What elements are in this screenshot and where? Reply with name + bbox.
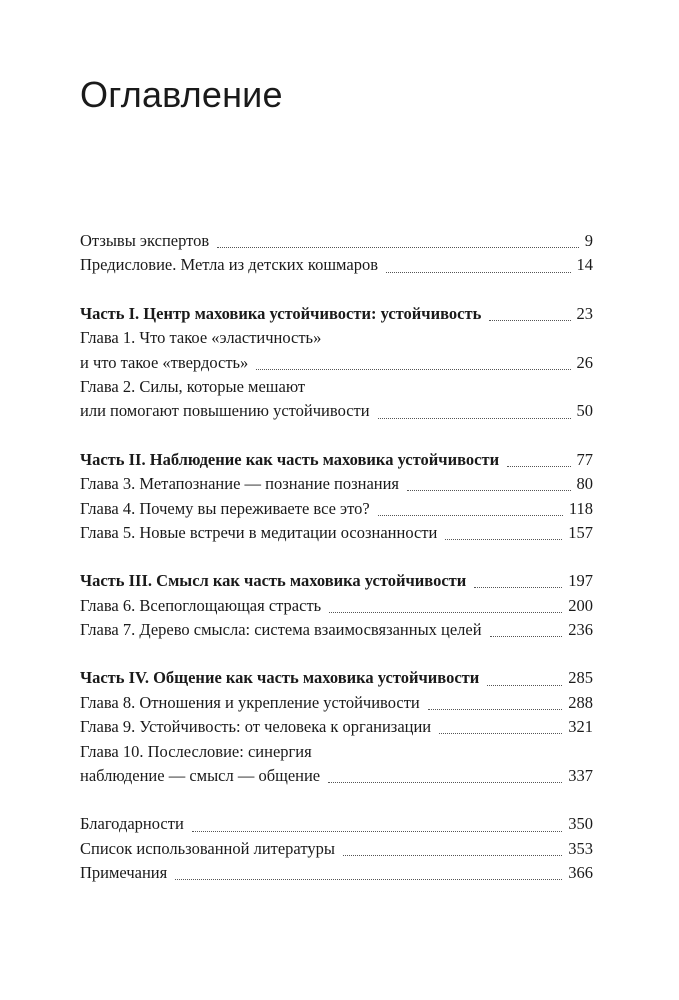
table-of-contents bbox=[80, 229, 593, 910]
front-entry-line[interactable] bbox=[80, 229, 593, 253]
front-matter-group bbox=[80, 229, 593, 278]
chapter-title: Глава 10. Послесловие: синергия bbox=[80, 741, 312, 761]
dot-leader bbox=[329, 611, 562, 613]
part-group bbox=[80, 666, 593, 788]
back-entry-line[interactable] bbox=[80, 861, 593, 885]
dot-leader bbox=[343, 854, 562, 856]
chapter-title: или помогают повышению устойчивости bbox=[80, 401, 370, 421]
page-number: 200 bbox=[568, 595, 593, 615]
page-number: 285 bbox=[568, 668, 593, 688]
dot-leader bbox=[439, 732, 562, 734]
front-entry-line[interactable] bbox=[80, 253, 593, 277]
chapter-title: Глава 9. Устойчивость: от человека к организации bbox=[80, 717, 432, 737]
dot-leader bbox=[428, 708, 562, 710]
part-line[interactable] bbox=[80, 666, 593, 690]
chapter-line[interactable] bbox=[80, 764, 593, 788]
dot-leader bbox=[328, 781, 562, 783]
chapter-line[interactable] bbox=[80, 399, 593, 423]
part-line[interactable] bbox=[80, 448, 593, 472]
chapter-title: и что такое «твердость» bbox=[80, 352, 249, 372]
chapter-line[interactable] bbox=[80, 715, 593, 739]
dot-leader bbox=[490, 635, 563, 637]
page-number: 23 bbox=[576, 303, 593, 323]
chapter-title: Глава 3. Метапознание — познание познания bbox=[80, 474, 400, 494]
page-number: 157 bbox=[568, 522, 593, 542]
back-entry-title: Примечания bbox=[80, 863, 168, 883]
dot-leader bbox=[378, 417, 571, 419]
page-number: 353 bbox=[568, 838, 593, 858]
dot-leader bbox=[407, 489, 570, 491]
page-number: 321 bbox=[568, 717, 593, 737]
dot-leader bbox=[386, 271, 571, 273]
part-group bbox=[80, 302, 593, 424]
chapter-line[interactable] bbox=[80, 691, 593, 715]
chapter-title: Глава 5. Новые встречи в медитации осознанности bbox=[80, 522, 438, 542]
chapter-line[interactable] bbox=[80, 618, 593, 642]
page-number: 77 bbox=[576, 449, 593, 469]
back-entry-title: Благодарности bbox=[80, 814, 184, 834]
dot-leader bbox=[474, 586, 562, 588]
chapter-title: Глава 2. Силы, которые мешают bbox=[80, 376, 306, 396]
part-group bbox=[80, 569, 593, 642]
chapter-line[interactable] bbox=[80, 375, 593, 399]
page-number: 50 bbox=[576, 401, 593, 421]
chapter-line[interactable] bbox=[80, 594, 593, 618]
page-number: 236 bbox=[568, 620, 593, 640]
chapter-title: наблюдение — смысл — общение bbox=[80, 766, 321, 786]
chapter-line[interactable] bbox=[80, 740, 593, 764]
part-title: Часть II. Наблюдение как часть маховика устойчивости bbox=[80, 449, 500, 469]
part-title: Часть III. Смысл как часть маховика устойчивости bbox=[80, 571, 467, 591]
page-number: 26 bbox=[576, 352, 593, 372]
front-entry-title: Предисловие. Метла из детских кошмаров bbox=[80, 255, 378, 275]
back-entry-line[interactable] bbox=[80, 812, 593, 836]
dot-leader bbox=[378, 514, 563, 516]
chapter-line[interactable] bbox=[80, 497, 593, 521]
chapter-line[interactable] bbox=[80, 521, 593, 545]
page-number: 288 bbox=[568, 692, 593, 712]
part-title: Часть I. Центр маховика устойчивости: устойчивость bbox=[80, 303, 482, 323]
front-entry-title: Отзывы экспертов bbox=[80, 231, 210, 250]
chapter-title: Глава 4. Почему вы переживаете все это? bbox=[80, 498, 370, 518]
part-line[interactable] bbox=[80, 302, 593, 326]
dot-leader bbox=[175, 878, 562, 880]
part-title: Часть IV. Общение как часть маховика устойчивости bbox=[80, 668, 480, 688]
dot-leader bbox=[487, 684, 562, 686]
dot-leader bbox=[256, 368, 570, 370]
dot-leader bbox=[489, 319, 570, 321]
page-number: 9 bbox=[584, 231, 593, 250]
part-group bbox=[80, 448, 593, 546]
page-number: 118 bbox=[568, 498, 593, 518]
back-matter-group bbox=[80, 812, 593, 885]
page-number: 197 bbox=[568, 571, 593, 591]
chapter-title: Глава 1. Что такое «эластичность» bbox=[80, 328, 322, 348]
dot-leader bbox=[445, 538, 562, 540]
part-line[interactable] bbox=[80, 569, 593, 593]
dot-leader bbox=[192, 830, 562, 832]
back-entry-line[interactable] bbox=[80, 837, 593, 861]
chapter-line[interactable] bbox=[80, 326, 593, 350]
page-number: 337 bbox=[568, 766, 593, 786]
dot-leader bbox=[217, 246, 579, 248]
dot-leader bbox=[507, 465, 570, 467]
chapter-title: Глава 8. Отношения и укрепление устойчивости bbox=[80, 692, 420, 712]
page-number: 80 bbox=[576, 474, 593, 494]
page-title: Оглавление bbox=[80, 74, 283, 115]
chapter-line[interactable] bbox=[80, 351, 593, 375]
chapter-title: Глава 6. Всепоглощающая страсть bbox=[80, 595, 322, 615]
page-number: 350 bbox=[568, 814, 593, 834]
page-number: 366 bbox=[568, 863, 593, 883]
chapter-title: Глава 7. Дерево смысла: система взаимосвязанных целей bbox=[80, 620, 482, 640]
chapter-line[interactable] bbox=[80, 472, 593, 496]
back-entry-title: Список использованной литературы bbox=[80, 838, 335, 858]
page-number: 14 bbox=[576, 255, 593, 275]
